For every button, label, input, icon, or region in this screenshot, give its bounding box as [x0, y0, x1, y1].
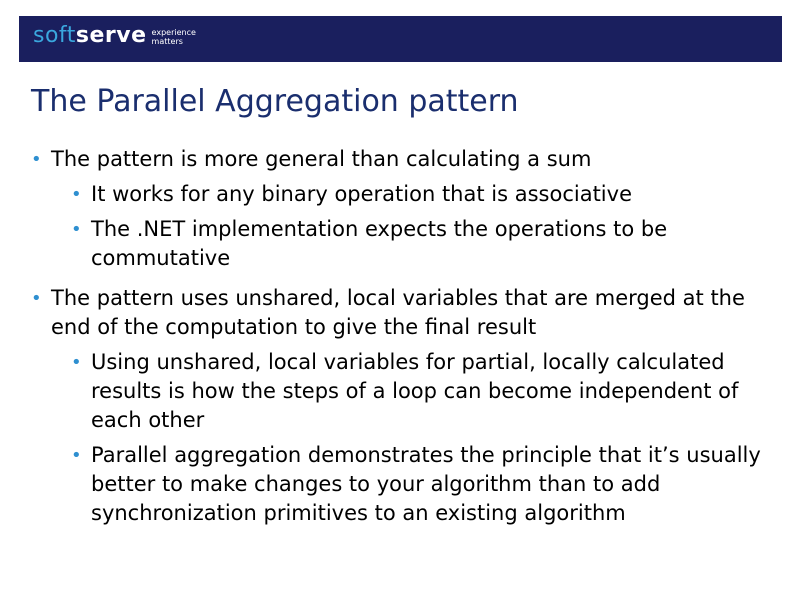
logo-serve-text: serve	[75, 23, 147, 48]
bullet-1-text: The pattern is more general than calculating a sum	[51, 147, 592, 171]
bullet-2	[31, 284, 781, 342]
bullet-1-sub-2	[31, 215, 781, 273]
bullet-1	[31, 145, 781, 174]
softserve-logo	[33, 23, 196, 48]
bullet-2-sub-1-text: Using unshared, local variables for partial, locally calculated results is how the steps of a loop can become independent of each other	[91, 350, 739, 432]
bullet-2-text: The pattern uses unshared, local variables that are merged at the end of the computation to give the final result	[51, 286, 745, 339]
header-bar	[19, 16, 782, 62]
bullet-dot: •	[71, 352, 82, 373]
logo-soft-text: soft	[33, 23, 76, 48]
bullet-1-sub-2-text: The .NET implementation expects the operations to be commutative	[91, 217, 668, 270]
bullet-dot: •	[71, 445, 82, 466]
bullet-1-sub-1	[31, 180, 781, 209]
bullet-2-sub-2	[31, 441, 781, 528]
tagline-line-1: experience	[151, 27, 196, 37]
logo-tagline	[152, 26, 196, 46]
bullet-2-sub-2-text: Parallel aggregation demonstrates the principle that it’s usually better to make changes to your algorithm than to add synchronization primitives to an existing algorithm	[91, 443, 761, 525]
bullet-dot: •	[71, 219, 82, 240]
bullet-dot: •	[71, 184, 82, 205]
bullet-1-sub-1-text: It works for any binary operation that is associative	[91, 182, 632, 206]
tagline-line-2: matters	[151, 36, 183, 46]
bullet-2-sub-1	[31, 348, 781, 435]
slide-title: The Parallel Aggregation pattern	[31, 84, 519, 119]
bullet-dot: •	[31, 288, 42, 309]
slide-content	[31, 145, 781, 528]
bullet-dot: •	[31, 149, 42, 170]
